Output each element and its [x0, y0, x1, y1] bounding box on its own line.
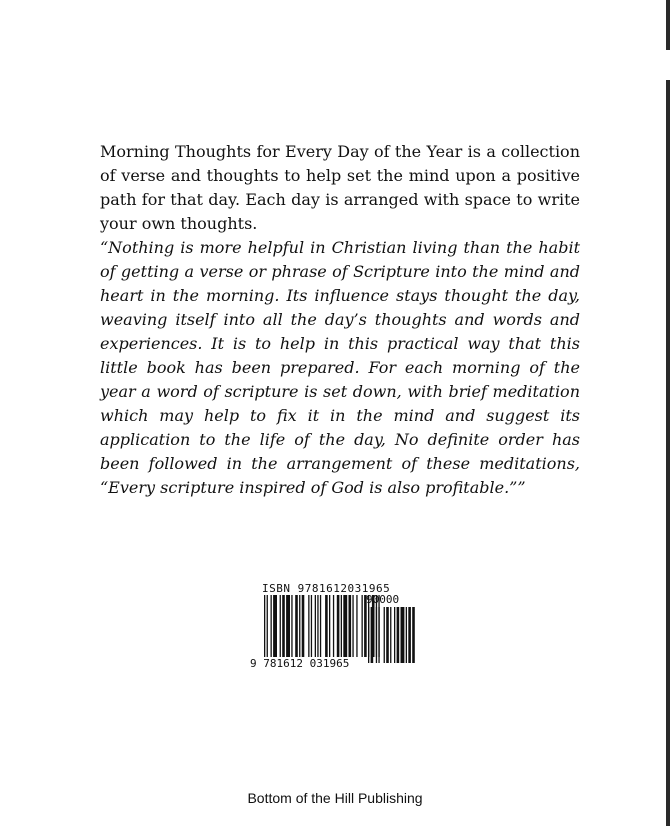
barcode-bar — [320, 595, 321, 657]
barcode-bar — [368, 607, 369, 663]
barcode-bar — [302, 595, 305, 657]
barcode-bar — [317, 595, 318, 657]
barcode-bar — [325, 595, 328, 657]
barcode-bar — [341, 595, 342, 657]
book-description: Morning Thoughts for Every Day of the Year is a collection of verse and thoughts to help set the mind upon a positive path for that day. Each day is arranged with space to write your own thoughts. — [100, 142, 580, 233]
barcode-bar — [408, 607, 411, 663]
barcode-bar — [401, 607, 405, 663]
page-edge — [666, 0, 670, 826]
barcode-bar — [394, 607, 395, 663]
barcode-bar — [362, 595, 363, 657]
barcode-bar — [356, 595, 357, 657]
book-quote: “Nothing is more helpful in Christian living than the habit of getting a verse or phrase of Scripture into the mind and heart in the morning. Its influence stays thought the day, weaving itself into all the day’s thoughts and words and experiences. It is to help in this practical way that this little book has been prepared. For each morning of the year a word of scripture is set down, with brief meditation which may help to fix it in the mind and suggest its application to the life of the day, No definite order has been followed in the arrangement of these meditations, “Every scripture inspired of God is also profitable.”” — [100, 238, 580, 497]
barcode-bar — [315, 595, 316, 657]
barcode-bar — [308, 595, 309, 657]
barcode-bar — [386, 607, 389, 663]
barcode-bar — [286, 595, 290, 657]
isbn-barcode — [248, 579, 418, 671]
barcode-bar — [384, 607, 385, 663]
barcode-bar — [406, 607, 407, 663]
page-edge-gap — [666, 50, 670, 80]
isbn-label: ISBN 9781612031965 — [262, 582, 391, 595]
barcode-bar — [337, 595, 340, 657]
barcode-bar — [271, 595, 272, 657]
barcode-bar — [264, 595, 265, 657]
barcode-bar — [371, 607, 374, 663]
barcode-bar — [412, 607, 415, 663]
barcode-bar — [343, 595, 347, 657]
barcode-bar — [329, 595, 330, 657]
barcode-bar — [299, 595, 300, 657]
barcode-bar — [378, 607, 379, 663]
publisher-name: Bottom of the Hill Publishing — [247, 790, 423, 806]
barcode-ean-digits: 9 781612 031965 — [250, 657, 350, 670]
barcode-bar — [267, 595, 268, 657]
barcode-bar — [349, 595, 352, 657]
barcode-bar — [295, 595, 298, 657]
barcode-bar — [282, 595, 285, 657]
barcode-bar — [397, 607, 400, 663]
barcode-bar — [390, 607, 391, 663]
barcode-addon-digits: 90000 — [366, 593, 400, 606]
barcode-bar — [376, 607, 377, 663]
barcode-bar — [291, 595, 292, 657]
barcode-bar — [333, 595, 334, 657]
barcode-bar — [311, 595, 312, 657]
barcode-bar — [280, 595, 281, 657]
barcode-bar — [352, 595, 353, 657]
barcode-bar — [273, 595, 277, 657]
